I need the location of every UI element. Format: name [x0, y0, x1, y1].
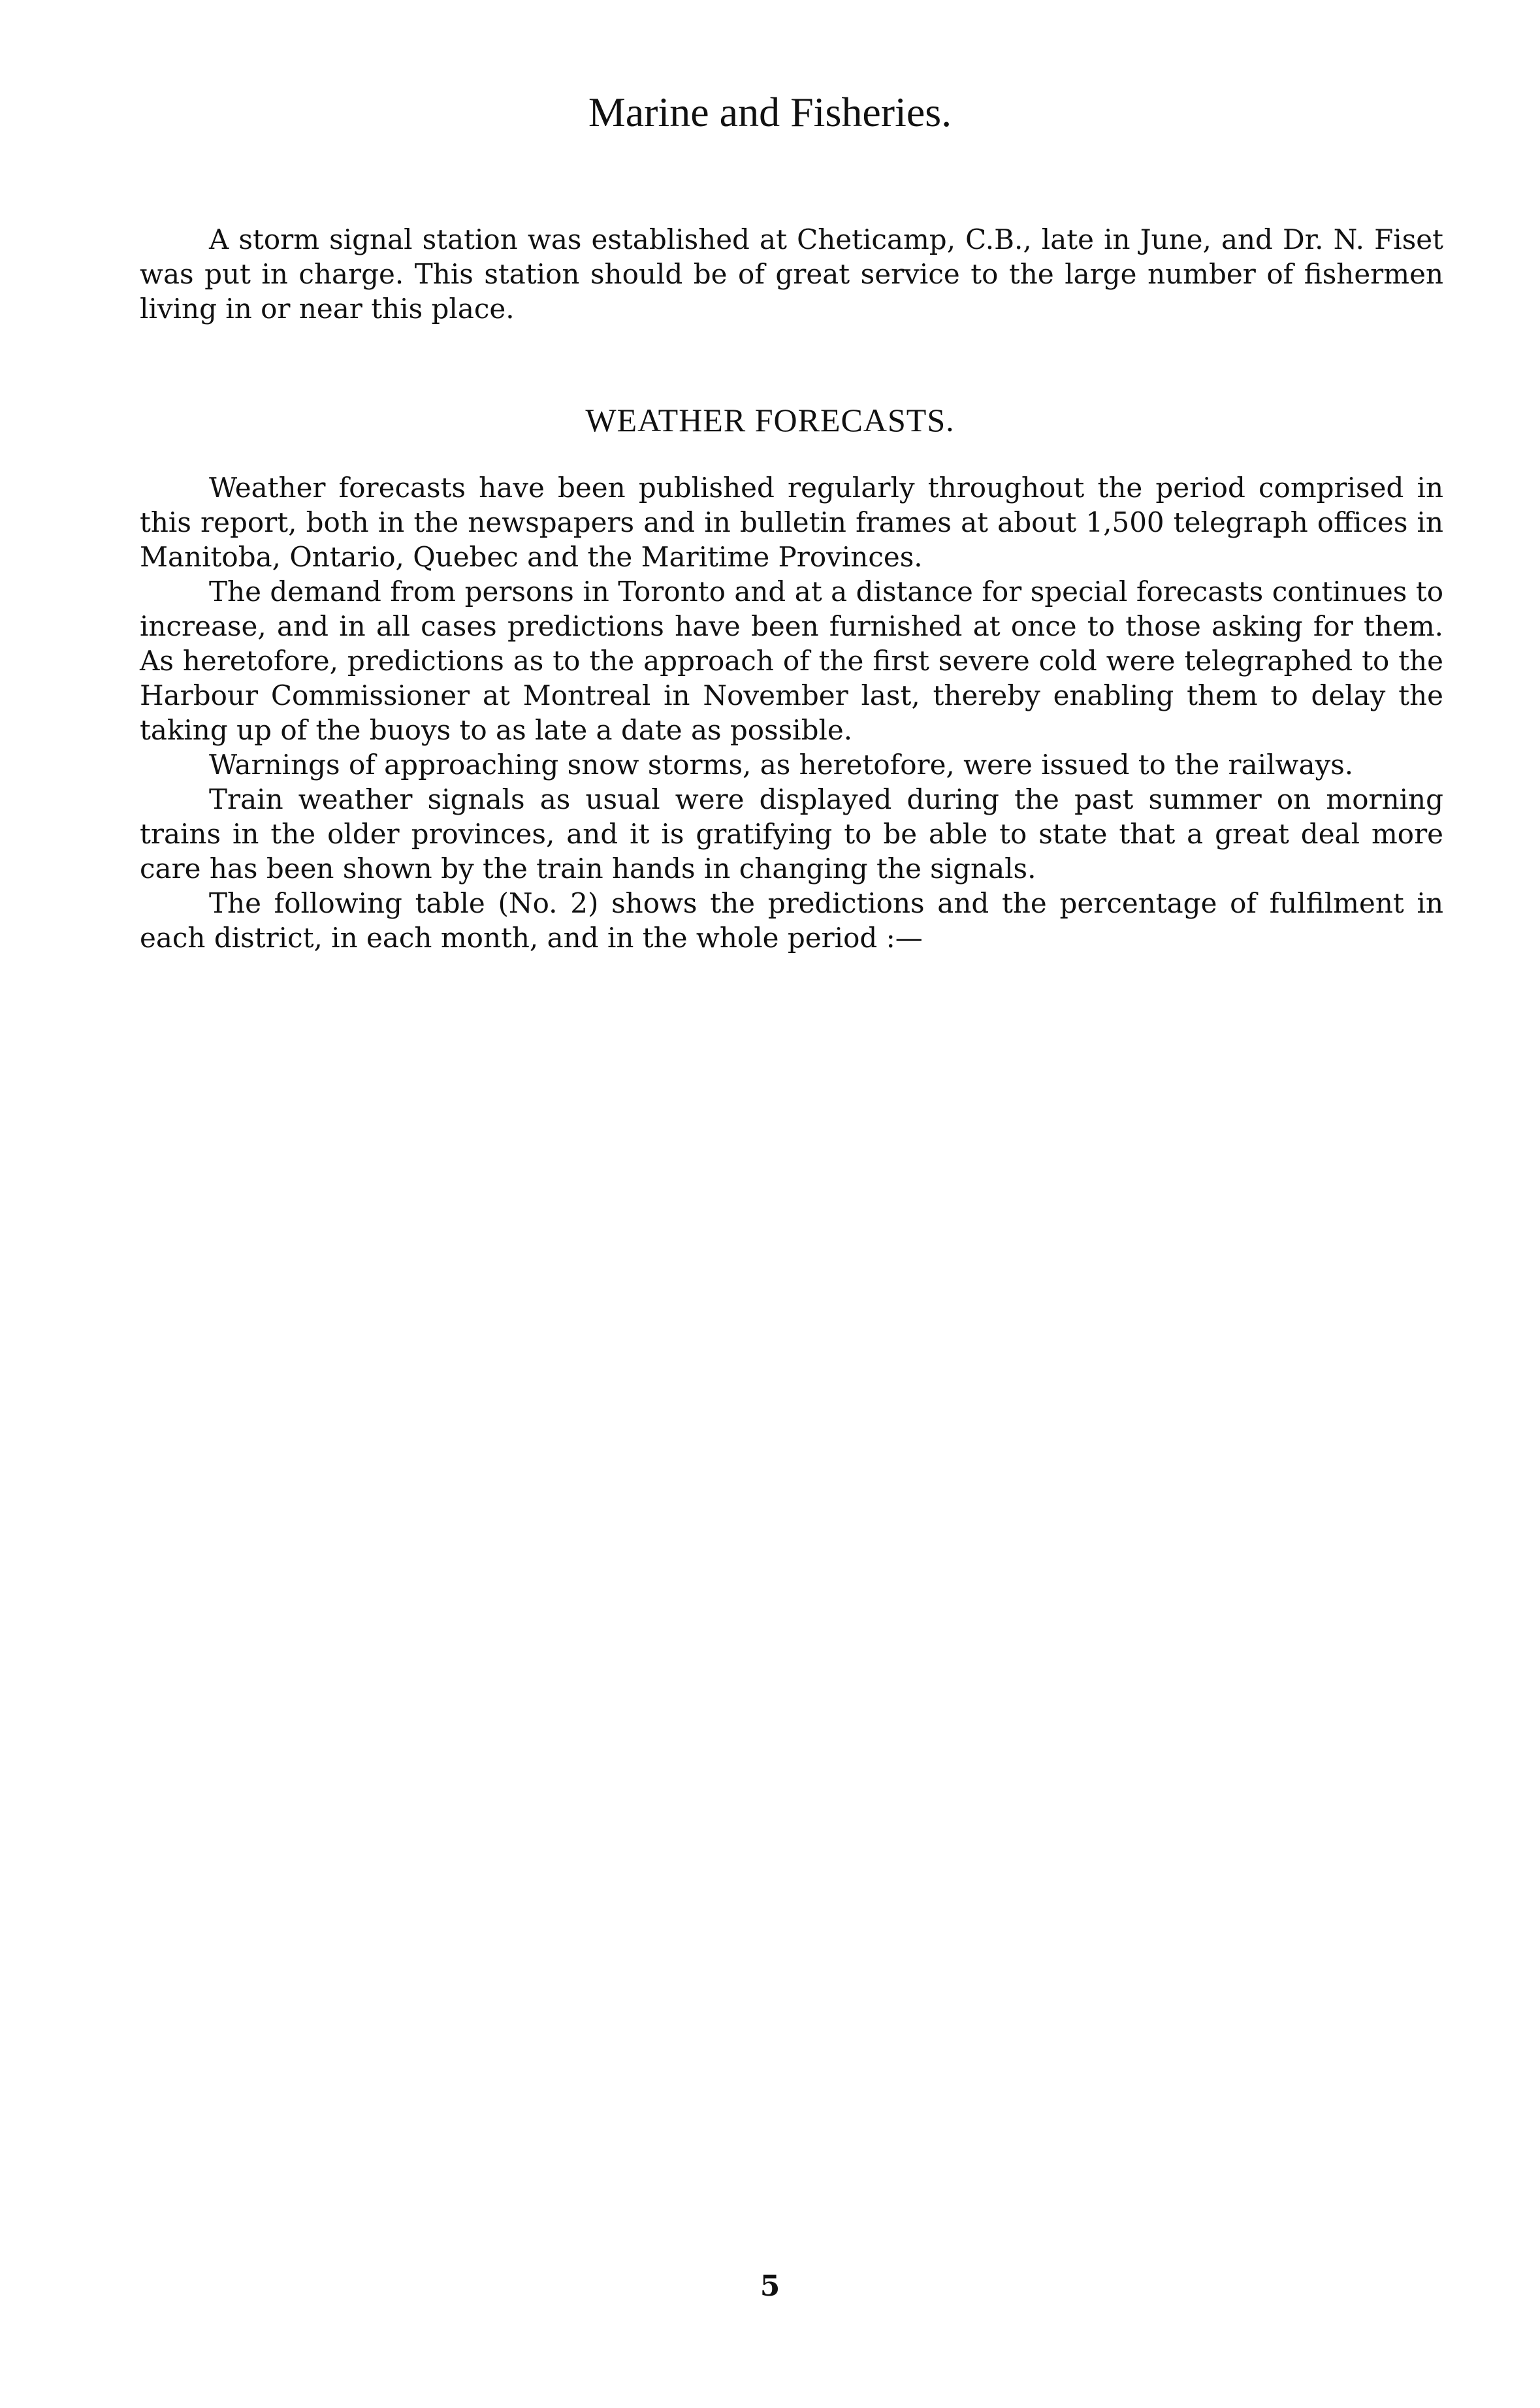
- storm-signal-paragraph: A storm signal station was established at Cheticamp, C.B., late in June, and Dr. N. Fiset was put in charge. This station should be of great service to the large number of fishermen living in or near this place.: [140, 223, 1443, 325]
- paragraph-train-weather-signals: Train weather signals as usual were displayed during the past summer on morning trains in the older provinces, and it is gratifying to be able to state that a great deal more care has been shown by the train hands in changing the signals.: [140, 783, 1443, 885]
- storm-signal-section: [140, 222, 1443, 326]
- page-number: 5: [760, 2270, 780, 2303]
- weather-forecasts-section: [140, 470, 1443, 955]
- section-heading-weather-forecasts: WEATHER FORECASTS.: [585, 402, 955, 438]
- paragraph-special-forecasts-demand: The demand from persons in Toronto and at a distance for special forecasts continues to increase, and in all cases predictions have been furnished at once to those asking for them. As heretofore, predictions as to the approach of the first severe cold were telegraphed to the Harbour Commissioner at Montreal in November last, thereby enabling them to delay the taking up of the buoys to as late a date as possible.: [140, 576, 1443, 746]
- paragraph-table-introduction: The following table (No. 2) shows the predictions and the percentage of fulfilment in each district, in each month, and in the whole period :—: [140, 887, 1443, 954]
- paragraph-forecasts-published: Weather forecasts have been published regularly throughout the period comprised in this report, both in the newspapers and in bulletin frames at about 1,500 telegraph offices in Manitoba, Ontario, Quebec and the Maritime Provinces.: [140, 472, 1443, 573]
- paragraph-snow-storm-warnings: Warnings of approaching snow storms, as heretofore, were issued to the railways.: [209, 749, 1354, 781]
- running-head-title: Marine and Fisheries.: [588, 89, 952, 135]
